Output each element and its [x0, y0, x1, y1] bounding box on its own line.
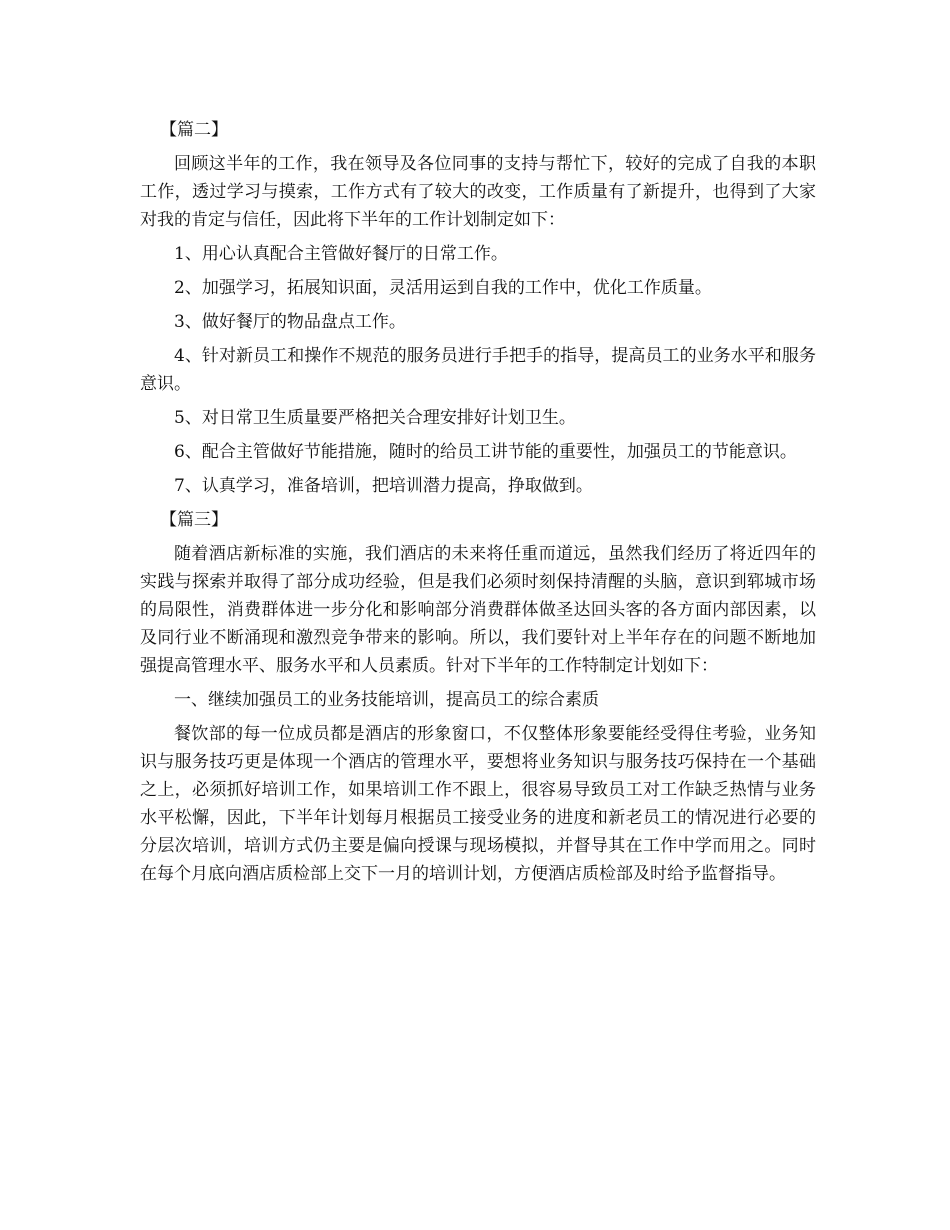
list-item: 1、用心认真配合主管做好餐厅的日常工作。 [174, 244, 508, 264]
list-item: 4、针对新员工和操作不规范的服务员进行手把手的指导，提高员工的业务水平和服务意识。 [140, 346, 816, 394]
paragraph: 随着酒店新标准的实施，我们酒店的未来将任重而道远，虽然我们经历了将近四年的实践与探索并取得了部分成功经验，但是我们必须时刻保持清醒的头脑，意识到郓城市场的局限性，消费群体进一步分化和影响部分消费群体做圣达回头客的各方面内部因素，以及同行业不断涌现和激烈竞争带来的影响。所以，我们要针对上半年存在的问题不断地加强提高管理水平、服务水平和人员素质。针对下半年的工作特制定计划如下： [140, 544, 816, 676]
section-3 [140, 506, 816, 888]
list-item: 6、配合主管做好节能措施，随时的给员工讲节能的重要性，加强员工的节能意识。 [174, 442, 797, 462]
subheading: 一、继续加强员工的业务技能培训，提高员工的综合素质 [174, 690, 599, 710]
list-item: 2、加强学习，拓展知识面，灵活用运到自我的工作中，优化工作质量。 [174, 278, 712, 298]
paragraph: 回顾这半年的工作，我在领导及各位同事的支持与帮忙下，较好的完成了自我的本职工作，透过学习与摸索，工作方式有了较大的改变，工作质量有了新提升，也得到了大家对我的肯定与信任，因此将下半年的工作计划制定如下： [140, 154, 816, 230]
section-heading: 【篇二】 [160, 120, 228, 140]
list-item: 7、认真学习，准备培训，把培训潜力提高，挣取做到。 [174, 476, 593, 496]
section-heading: 【篇三】 [160, 510, 228, 530]
document-page [140, 116, 816, 894]
list-item: 3、做好餐厅的物品盘点工作。 [174, 312, 406, 332]
section-2 [140, 116, 816, 500]
paragraph: 餐饮部的每一位成员都是酒店的形象窗口，不仅整体形象要能经受得住考验，业务知识与服务技巧更是体现一个酒店的管理水平，要想将业务知识与服务技巧保持在一个基础之上，必须抓好培训工作，如果培训工作不跟上，很容易导致员工对工作缺乏热情与业务水平松懈，因此，下半年计划每月根据员工接受业务的进度和新老员工的情况进行必要的分层次培训，培训方式仍主要是偏向授课与现场模拟，并督导其在工作中学而用之。同时在每个月底向酒店质检部上交下一月的培训计划，方便酒店质检部及时给予监督指导。 [140, 724, 816, 884]
list-item: 5、对日常卫生质量要严格把关合理安排好计划卫生。 [174, 408, 576, 428]
